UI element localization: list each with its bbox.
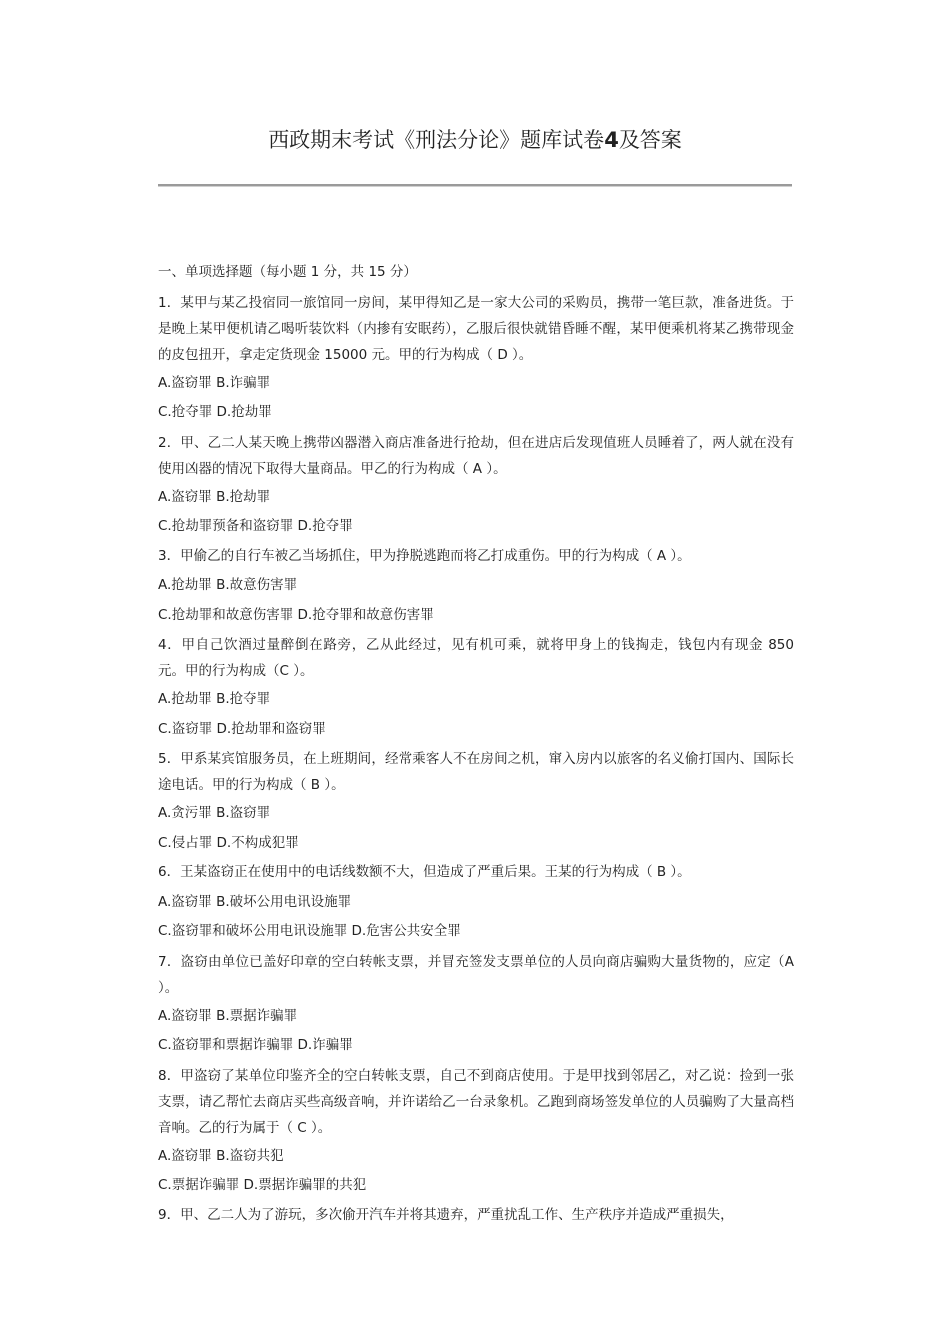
- title-divider: [158, 184, 792, 187]
- question-stem: 5．甲系某宾馆服务员，在上班期间，经常乘客人不在房间之机，窜入房内以旅客的名义偷打国内、国际长途电话。甲的行为构成（ B ）。: [158, 751, 794, 793]
- question-stem: 6．王某盗窃正在使用中的电话线数额不大，但造成了严重后果。王某的行为构成（ B ）。: [158, 864, 691, 880]
- question-options: A.盗窃罪 B.诈骗罪: [158, 374, 271, 391]
- question-5: [158, 744, 794, 858]
- question-stem: 9．甲、乙二人为了游玩，多次偷开汽车并将其遗弃，严重扰乱工作、生产秩序并造成严重损失，: [158, 1206, 734, 1223]
- question-options: C.抢劫罪预备和盗窃罪 D.抢夺罪: [158, 518, 353, 534]
- document-body: [158, 258, 794, 1230]
- document-title: [0, 124, 950, 156]
- question-3: [158, 542, 794, 631]
- section-heading: 一、单项选择题（每小题 1 分，共 15 分）: [158, 264, 417, 280]
- question-options: A.盗窃罪 B.破坏公用电讯设施罪: [158, 893, 352, 910]
- question-options: C.盗窃罪 D.抢劫罪和盗窃罪: [158, 720, 326, 737]
- question-options: C.盗窃罪和破坏公用电讯设施罪 D.危害公共安全罪: [158, 923, 461, 939]
- question-options: A.贪污罪 B.盗窃罪: [158, 805, 271, 821]
- question-options: A.抢劫罪 B.抢夺罪: [158, 691, 271, 707]
- question-7: [158, 947, 794, 1061]
- question-stem: 8．甲盗窃了某单位印鉴齐全的空白转帐支票，自己不到商店使用。于是甲找到邻居乙，对乙说：捡到一张支票，请乙帮忙去商店买些高级音响，并许诺给乙一台录象机。乙跑到商场签发单位的人员骗购了大量高档音响。乙的行为属于（ C ）。: [158, 1067, 794, 1136]
- question-6: [158, 858, 794, 947]
- question-8: [158, 1061, 794, 1201]
- title-number: 4: [604, 128, 619, 152]
- question-options: C.抢劫罪和故意伤害罪 D.抢夺罪和故意伤害罪: [158, 606, 434, 623]
- question-options: A.盗窃罪 B.抢劫罪: [158, 488, 271, 505]
- question-options: C.抢夺罪 D.抢劫罪: [158, 404, 272, 420]
- question-options: A.盗窃罪 B.盗窃共犯: [158, 1147, 284, 1164]
- question-options: C.侵占罪 D.不构成犯罪: [158, 834, 299, 851]
- question-stem: 3．甲偷乙的自行车被乙当场抓住，甲为挣脱逃跑而将乙打成重伤。甲的行为构成（ A ）。: [158, 547, 691, 564]
- question-options: C.票据诈骗罪 D.票据诈骗罪的共犯: [158, 1177, 367, 1193]
- question-4: [158, 630, 794, 744]
- question-stem: 2．甲、乙二人某天晚上携带凶器潜入商店准备进行抢劫，但在进店后发现值班人员睡着了，两人就在没有使用凶器的情况下取得大量商品。甲乙的行为构成（ A ）。: [158, 434, 794, 477]
- question-options: A.盗窃罪 B.票据诈骗罪: [158, 1007, 298, 1024]
- title-suffix: 及答案: [618, 128, 682, 152]
- question-stem: 1．某甲与某乙投宿同一旅馆同一房间，某甲得知乙是一家大公司的采购员，携带一笔巨款，准备进货。于是晚上某甲便机请乙喝听装饮料（内掺有安眠药），乙服后很快就错昏睡不醒，某甲便乘机将某乙携带现金的皮包扭开，拿走定货现金 15000 元。甲的行为构成（ D ）。: [158, 294, 794, 363]
- question-1: [158, 288, 794, 428]
- question-stem: 4．甲自己饮酒过量醉倒在路旁，乙从此经过，见有机可乘，就将甲身上的钱掏走，钱包内有现金 850 元。甲的行为构成（C ）。: [158, 637, 794, 679]
- question-options: C.盗窃罪和票据诈骗罪 D.诈骗罪: [158, 1037, 353, 1053]
- question-stem: 7．盗窃由单位已盖好印章的空白转帐支票，并冒充签发支票单位的人员向商店骗购大量货物的，应定（A ）。: [158, 953, 794, 996]
- question-options: A.抢劫罪 B.故意伤害罪: [158, 577, 298, 593]
- question-9: [158, 1201, 794, 1231]
- title-prefix: 西政期末考试《刑法分论》题库试卷: [268, 128, 605, 152]
- question-2: [158, 428, 794, 542]
